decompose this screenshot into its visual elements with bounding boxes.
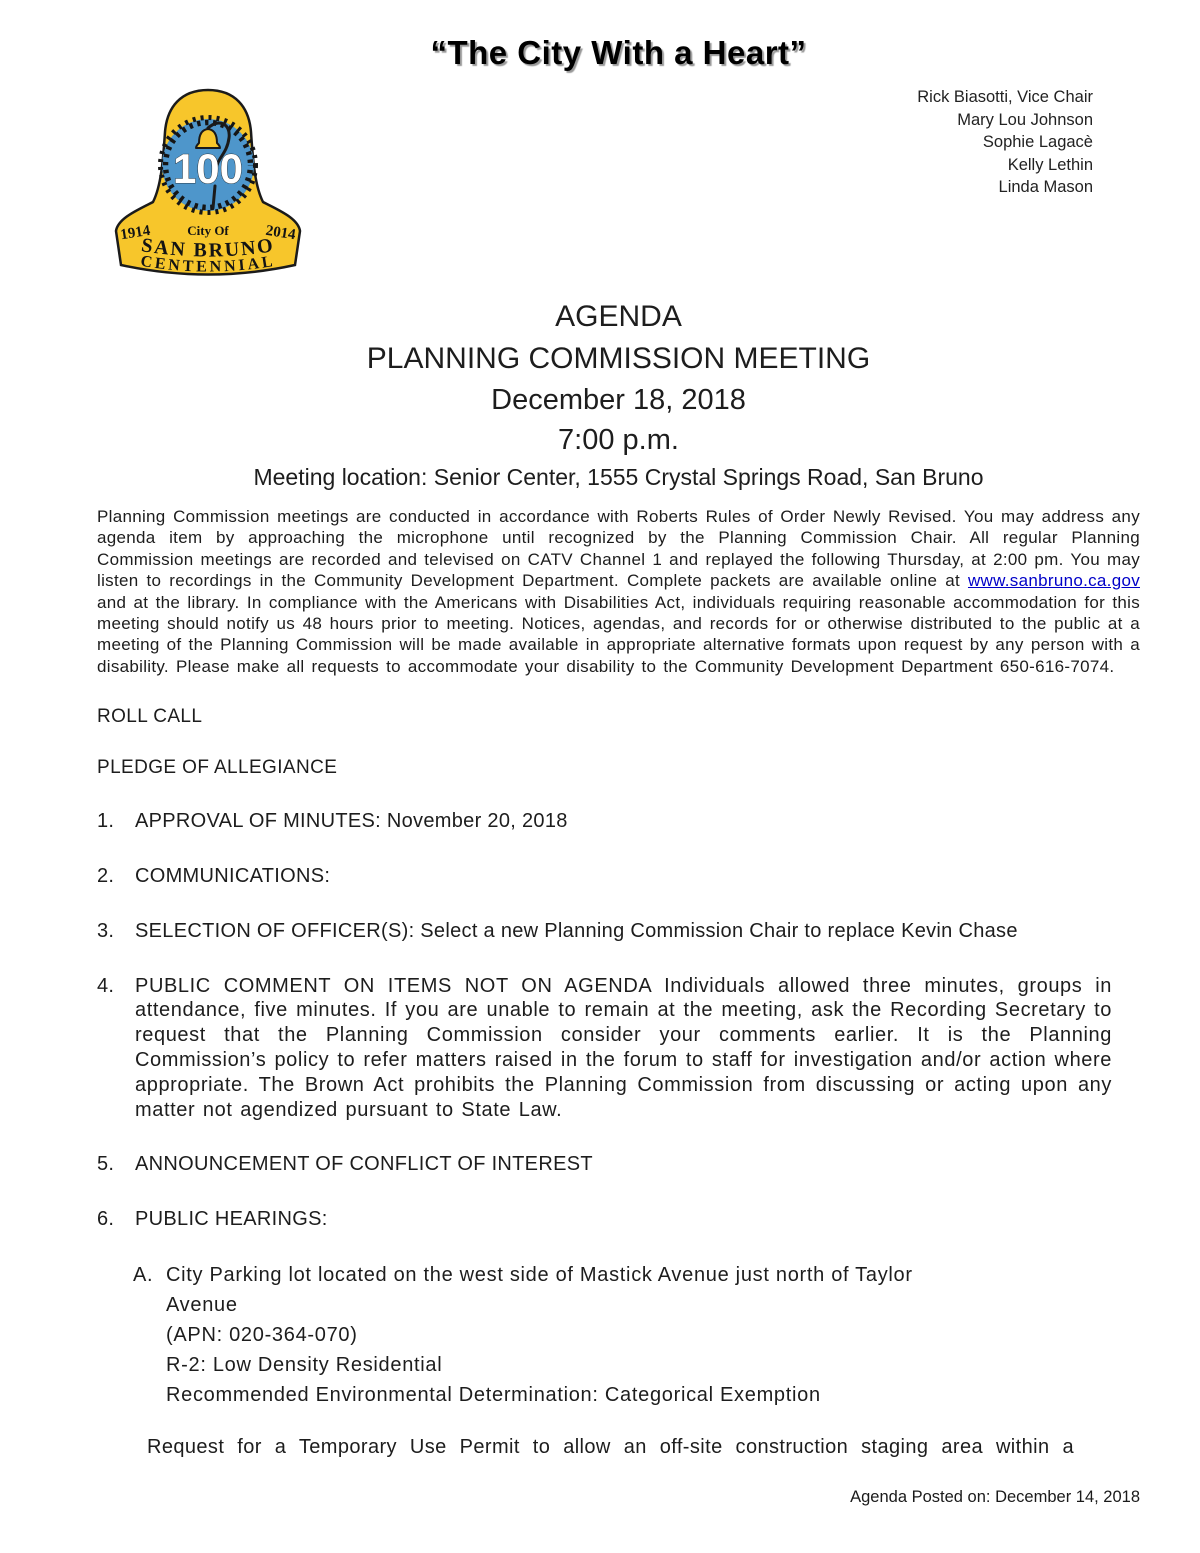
agenda-item-4 bbox=[97, 974, 1140, 1123]
meeting-time: 7:00 p.m. bbox=[558, 424, 679, 456]
item-text: ANNOUNCEMENT OF CONFLICT OF INTEREST bbox=[135, 1153, 593, 1176]
commissioner-list bbox=[917, 86, 1093, 199]
item-number: 1. bbox=[97, 810, 115, 833]
meeting-title: PLANNING COMMISSION MEETING bbox=[366, 342, 871, 375]
item-number: 6. bbox=[97, 1208, 115, 1231]
city-motto: “The City With a Heart” bbox=[430, 34, 807, 71]
agenda-item-1 bbox=[97, 809, 1140, 834]
logo-city-of: City Of bbox=[187, 223, 229, 238]
item-text: COMMUNICATIONS: bbox=[135, 865, 331, 888]
item-number: 2. bbox=[97, 865, 115, 888]
agenda-title: AGENDA bbox=[555, 300, 682, 333]
header bbox=[97, 86, 1140, 284]
hearing-item-a bbox=[133, 1260, 1140, 1410]
intro-text-after: and at the library. In compliance with the Americans with Disabilities Act, individuals requiring reasonable accommodation for this meeting should notify us 48 hours prior to meeting. Notices, agendas, and records for or otherwise distributed to the public at a meeting of the Planning Commission will be made available in appropriate alternative formats upon request by any person with a disability. Please make all requests to accommodate your disability to the Community Development Department 650-616-7074. bbox=[97, 592, 1140, 676]
item-number: 4. bbox=[97, 974, 115, 997]
agenda-item-3 bbox=[97, 919, 1140, 944]
logo-year-1914: 1914 bbox=[119, 222, 152, 244]
hearing-title-line1: City Parking lot located on the west side of Mastick Avenue just north of Taylor bbox=[166, 1264, 913, 1287]
item-number: 3. bbox=[97, 919, 115, 942]
hearing-item-apn: (APN: 020-364-070) bbox=[166, 1324, 358, 1347]
item-number: 5. bbox=[97, 1153, 115, 1176]
agenda-item-6 bbox=[97, 1207, 1140, 1232]
meeting-date: December 18, 2018 bbox=[491, 384, 746, 416]
commissioner: Rick Biasotti, Vice Chair bbox=[917, 88, 1093, 106]
intro-paragraph bbox=[97, 506, 1140, 677]
hearing-item-letter: A. bbox=[133, 1264, 154, 1287]
item-text: PUBLIC HEARINGS: bbox=[135, 1208, 328, 1231]
sanbruno-website-link[interactable]: www.sanbruno.ca.gov bbox=[967, 571, 1140, 591]
hearing-title-line2: Avenue bbox=[166, 1294, 238, 1317]
agenda-item-2 bbox=[97, 864, 1140, 889]
logo-year-2014: 2014 bbox=[264, 222, 297, 244]
logo-centennial: CENTENNIAL bbox=[139, 252, 277, 276]
title-block bbox=[97, 296, 1140, 494]
commissioner: Sophie Lagacè bbox=[982, 133, 1093, 151]
hearing-request-text: Request for a Temporary Use Permit to allow an off-site construction staging area within a bbox=[147, 1436, 1074, 1459]
hearing-item-determination: Recommended Environmental Determination: Categorical Exemption bbox=[166, 1384, 821, 1407]
agenda-items bbox=[97, 809, 1140, 1232]
intro-text-before: Planning Commission meetings are conducted in accordance with Roberts Rules of Order Newly Revised. You may address any agenda item by approaching the microphone until recognized by the Planning Commission Chair. All regular Planning Commission meetings are recorded and televised on CATV Channel 1 and replayed the following Thursday, at 2:00 pm. You may listen to recordings in the Community Development Department. Complete packets are available online at bbox=[97, 507, 1140, 591]
commissioner: Kelly Lethin bbox=[1007, 155, 1093, 174]
san-bruno-centennial-logo bbox=[103, 86, 313, 282]
hearing-item-body bbox=[166, 1260, 913, 1410]
roll-call-label: ROLL CALL bbox=[97, 706, 203, 728]
hearing-item-zoning: R-2: Low Density Residential bbox=[166, 1354, 443, 1377]
item-text: APPROVAL OF MINUTES: November 20, 2018 bbox=[135, 810, 568, 833]
item-text: SELECTION OF OFFICER(S): Select a new Planning Commission Chair to replace Kevin Chase bbox=[135, 919, 1018, 942]
logo-san-bruno: SAN BRUNO bbox=[139, 234, 277, 262]
commissioner: Linda Mason bbox=[998, 178, 1093, 196]
logo-100-text: 100 bbox=[172, 145, 244, 192]
item-text: PUBLIC COMMENT ON ITEMS NOT ON AGENDA Individuals allowed three minutes, groups in attendance, five minutes. If you are unable to remain at the meeting, ask the Recording Secretary to request that the Planning Commission consider your comments earlier. It is the Planning Commission’s policy to refer matters raised in the forum to staff for investigation and/or action where appropriate. The Brown Act prohibits the Planning Commission from discussing or acting upon any matter not agendized pursuant to State Law. bbox=[135, 974, 1112, 1121]
logo-wrap bbox=[103, 86, 313, 287]
agenda-posted-footer: Agenda Posted on: December 14, 2018 bbox=[850, 1488, 1140, 1507]
commissioner: Mary Lou Johnson bbox=[957, 110, 1093, 129]
pledge-of-allegiance-label: PLEDGE OF ALLEGIANCE bbox=[97, 757, 338, 779]
meeting-location: Meeting location: Senior Center, 1555 Crystal Springs Road, San Bruno bbox=[253, 464, 984, 490]
agenda-item-5 bbox=[97, 1152, 1140, 1177]
hearing-item-title bbox=[166, 1260, 913, 1320]
